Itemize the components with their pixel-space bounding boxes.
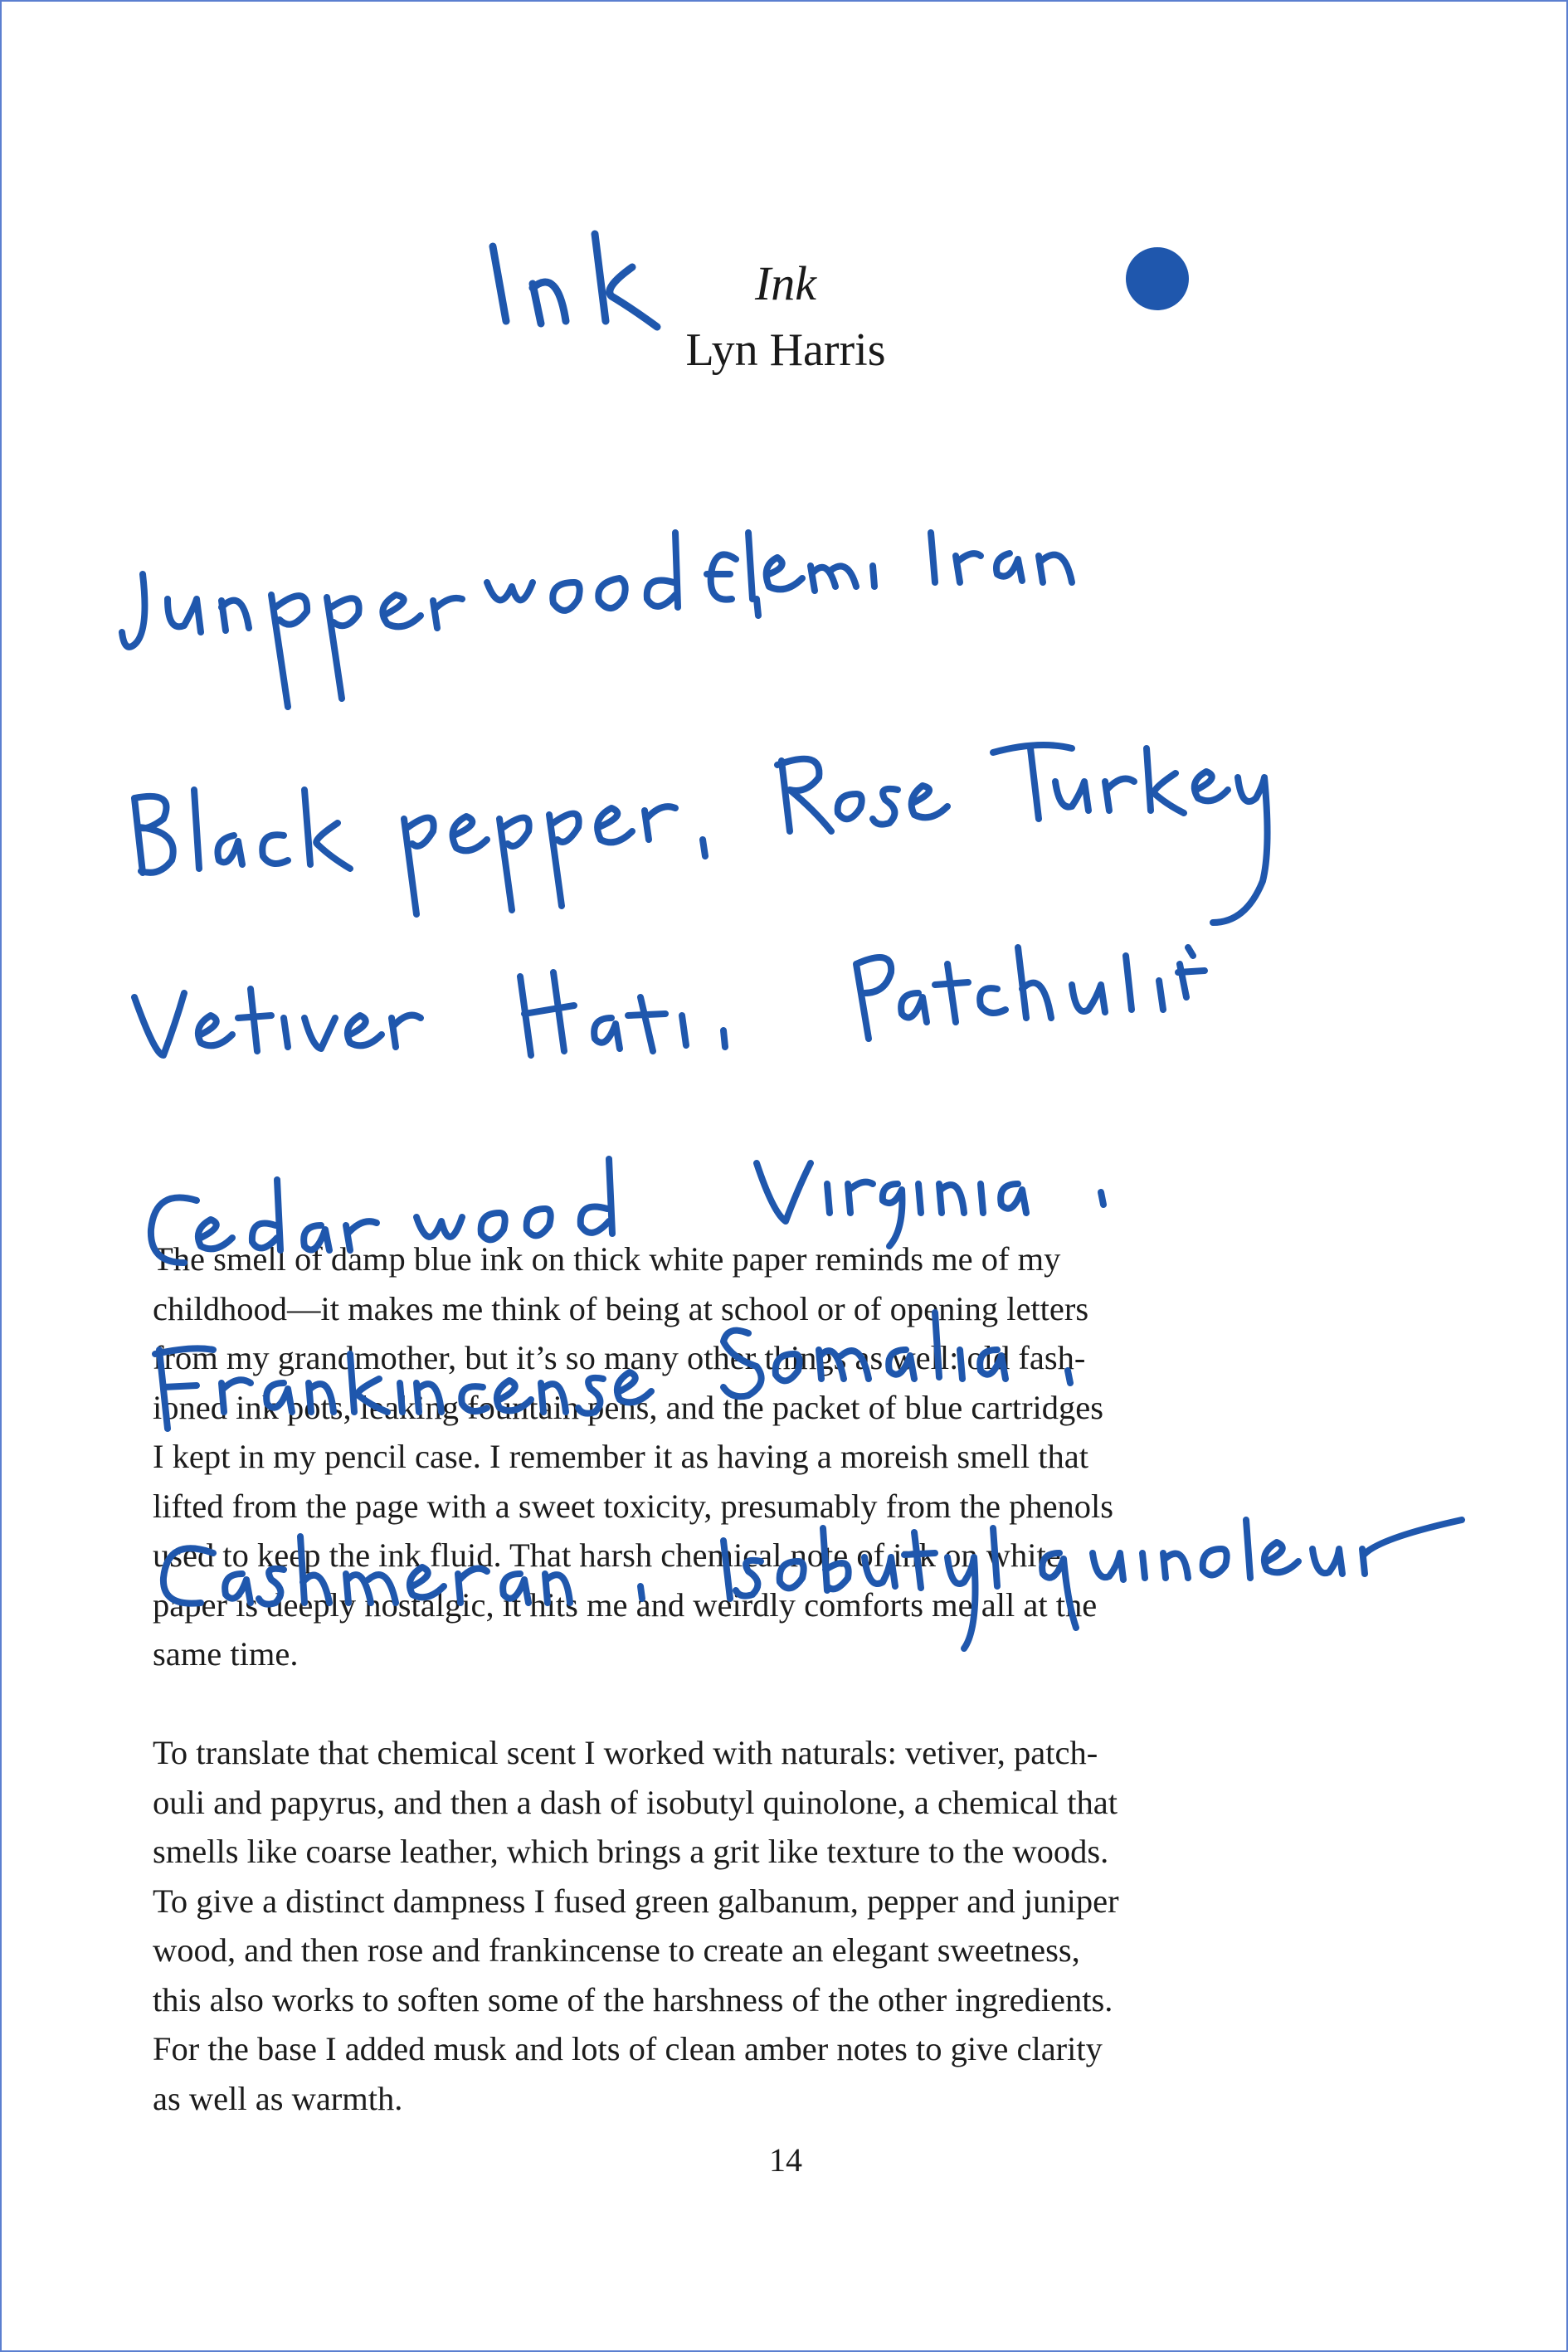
paragraph-gap bbox=[153, 1679, 1372, 1729]
text-line: used to keep the ink fluid. That harsh chemical note of ink on white bbox=[153, 1536, 1061, 1574]
text-line: To give a distinct dampness I fused green galbanum, pepper and juniper bbox=[153, 1882, 1119, 1920]
text-line: To translate that chemical scent I worked with naturals: vetiver, patch- bbox=[153, 1734, 1098, 1771]
text-line: childhood—it makes me think of being at school or of opening letters bbox=[153, 1289, 1089, 1327]
paragraph-1 bbox=[153, 1234, 1372, 1679]
text-line: For the base I added musk and lots of clean amber notes to give clarity bbox=[153, 2030, 1103, 2067]
paragraph-2 bbox=[153, 1728, 1372, 2123]
text-line: The smell of damp blue ink on thick white paper reminds me of my bbox=[153, 1240, 1061, 1278]
text-line: this also works to soften some of the harshness of the other ingredients. bbox=[153, 1980, 1113, 2018]
text-line: ioned ink pots, leaking fountain pens, and the packet of blue cartridges bbox=[153, 1388, 1104, 1426]
text-line: smells like coarse leather, which brings a grit like texture to the woods. bbox=[153, 1833, 1109, 1870]
handwritten-line-1 bbox=[122, 533, 1072, 707]
handwritten-line-2 bbox=[134, 745, 1268, 923]
text-line: as well as warmth. bbox=[153, 2079, 403, 2117]
text-line: paper is deeply nostalgic, it hits me and weirdly comforts me all at the bbox=[153, 1585, 1098, 1624]
title-block bbox=[2, 251, 1568, 383]
page-title: Ink bbox=[754, 256, 817, 310]
body-text bbox=[153, 1234, 1372, 2123]
handwritten-line-3 bbox=[134, 947, 1205, 1055]
author-name: Lyn Harris bbox=[685, 324, 886, 376]
text-line: lifted from the page with a sweet toxicity, presumably from the phenols bbox=[153, 1487, 1114, 1525]
text-line: I kept in my pencil case. I remember it as having a moreish smell that bbox=[153, 1438, 1089, 1475]
text-line: same time. bbox=[153, 1635, 299, 1673]
text-line: ouli and papyrus, and then a dash of isobutyl quinolone, a chemical that bbox=[153, 1783, 1118, 1821]
text-line: from my grandmother, but it’s so many other things as well: old fash- bbox=[153, 1339, 1086, 1376]
text-line: wood, and then rose and frankincense to create an elegant sweetness, bbox=[153, 1931, 1080, 1969]
page-number: 14 bbox=[769, 2141, 802, 2179]
